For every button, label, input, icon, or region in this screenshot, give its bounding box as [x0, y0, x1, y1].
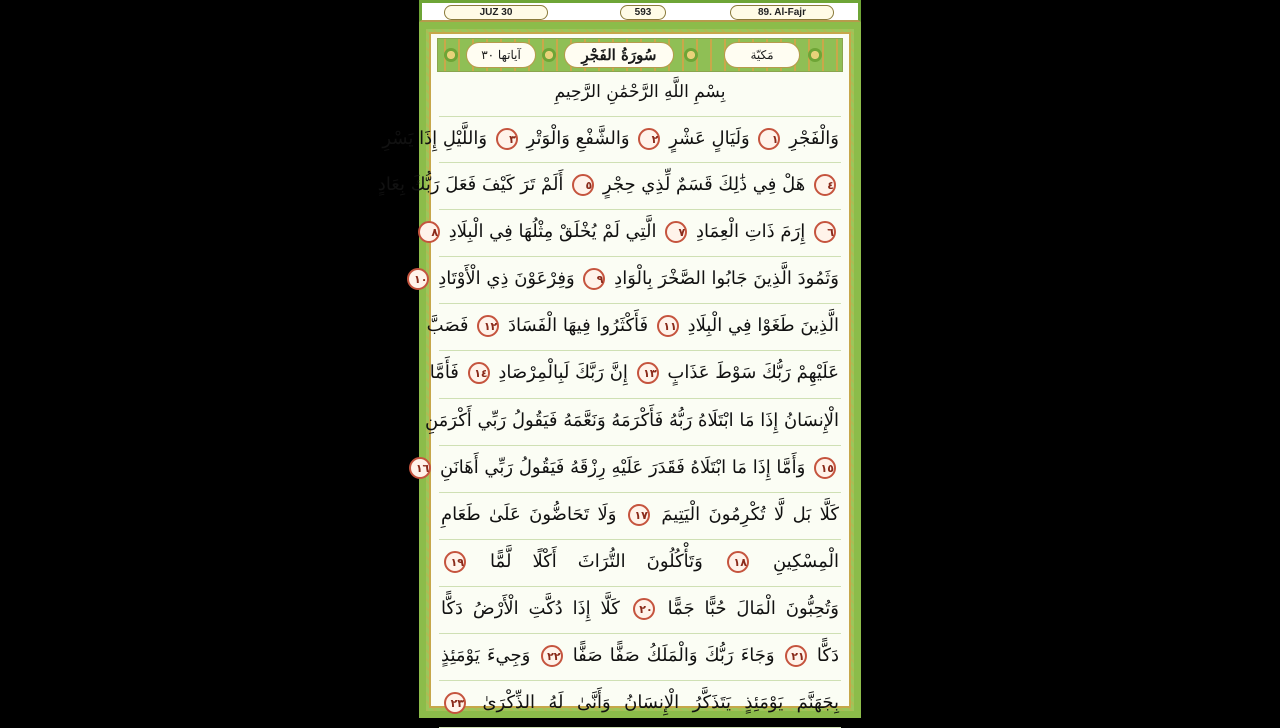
verse-text: دَكًّا — [816, 645, 839, 667]
verse-count-label: آياتها ٣٠ — [466, 42, 536, 68]
ayah-marker: ٦ — [814, 221, 836, 243]
verse-text: الْإِنسَانُ إِذَا مَا ابْتَلَاهُ رَبُّهُ فَأَكْرَمَهُ وَنَعَّمَهُ فَيَقُولُ رَبِّي أَكْرَمَنِ — [424, 409, 839, 431]
ayah-marker: ١١ — [657, 315, 679, 337]
verse-text: إِنَّ رَبَّكَ لَبِالْمِرْصَادِ — [498, 362, 628, 384]
verse-text: وَجَاءَ رَبُّكَ وَالْمَلَكُ صَفًّا صَفًّا — [572, 645, 775, 667]
ornament-icon — [808, 48, 822, 62]
verse-text: الَّتِي لَمْ يُخْلَقْ مِثْلُهَا فِي الْبِلَادِ — [448, 221, 657, 243]
verse-line — [414, 257, 841, 304]
verse-line — [439, 540, 841, 587]
verse-text: وَثَمُودَ الَّذِينَ جَابُوا الصَّخْرَ بِالْوَادِ — [614, 268, 839, 290]
ornament-icon — [444, 48, 458, 62]
verse-line — [439, 634, 841, 681]
ayah-marker: ٩ — [583, 268, 605, 290]
verse-text: عَلَيْهِمْ رَبُّكَ سَوْطَ عَذَابٍ — [667, 362, 839, 384]
ornament-icon — [542, 48, 556, 62]
verse-text: وَالشَّفْعِ وَالْوَتْرِ — [526, 128, 630, 149]
verse-line — [382, 116, 841, 163]
ayah-marker: ١٦ — [409, 457, 431, 479]
ayah-marker: ٢٢ — [541, 645, 563, 667]
page-frame — [377, 22, 861, 718]
ornament-icon — [684, 48, 698, 62]
verse-text: وَفِرْعَوْنَ ذِي الْأَوْتَادِ — [438, 268, 575, 290]
verse-text: إِرَمَ ذَاتِ الْعِمَادِ — [695, 221, 806, 243]
verse-line — [426, 304, 841, 351]
ayah-marker: ١٧ — [628, 504, 650, 526]
verse-text: كَلَّا إِذَا دُكَّتِ الْأَرْضُ دَكًّا — [441, 597, 620, 619]
basmala: بِسْمِ اللَّهِ الرَّحْمَٰنِ الرَّحِيمِ — [554, 82, 726, 102]
ayah-marker: ١ — [758, 128, 780, 150]
verse-text: وَتَأْكُلُونَ التُّرَاثَ أَكْلًا لَّمًّا — [490, 550, 703, 572]
ayah-marker: ٣ — [496, 128, 518, 150]
verse-text: بِجَهَنَّمَ يَوْمَئِذٍ يَتَذَكَّرُ الْإِنسَانُ وَأَنَّىٰ لَهُ الذِّكْرَىٰ — [482, 692, 839, 714]
ayah-marker: ١٣ — [637, 362, 659, 384]
ayah-marker: ١٩ — [444, 551, 466, 573]
surah-title-band — [437, 38, 843, 72]
ayah-marker: ١٥ — [814, 457, 836, 479]
ayah-marker: ١٠ — [407, 268, 429, 290]
verse-text: وَاللَّيْلِ إِذَا يَسْرِ — [382, 128, 488, 149]
ayah-marker: ٢٣ — [444, 692, 466, 714]
verse-text: وَلَيَالٍ عَشْرٍ — [669, 128, 750, 149]
verse-text: فَصَبَّ — [426, 315, 469, 337]
ayah-marker: ٥ — [572, 174, 594, 196]
verse-line — [429, 351, 841, 398]
surah-title-arabic: سُورَةُ الفَجْرِ — [564, 42, 674, 68]
ayah-marker: ٢١ — [785, 645, 807, 667]
verse-text: الَّذِينَ طَغَوْا فِي الْبِلَادِ — [687, 315, 839, 337]
verse-line — [439, 587, 841, 634]
verse-text: فَأَكْثَرُوا فِيهَا الْفَسَادَ — [508, 315, 649, 337]
revelation-place-label: مَكيّة — [724, 42, 800, 68]
surah-name-english: 89. Al-Fajr — [730, 5, 834, 20]
verse-lines — [377, 116, 841, 728]
verse-line — [439, 681, 841, 728]
page-body — [377, 32, 851, 714]
verse-text: وَأَمَّا إِذَا مَا ابْتَلَاهُ فَقَدَرَ عَلَيْهِ رِزْقَهُ فَيَقُولُ رَبِّي أَهَانَنِ — [440, 456, 806, 478]
verse-line — [377, 163, 841, 210]
verse-line — [415, 446, 841, 493]
verse-text: كَلَّا بَل لَّا تُكْرِمُونَ الْيَتِيمَ — [661, 503, 839, 525]
juz-label: JUZ 30 — [444, 5, 548, 20]
verse-line — [424, 399, 841, 446]
verse-text: وَلَا تَحَاضُّونَ عَلَىٰ طَعَامِ — [441, 503, 617, 525]
ayah-marker: ٤ — [814, 174, 836, 196]
ayah-marker: ٧ — [665, 221, 687, 243]
page-header-bar — [419, 0, 861, 22]
verse-text: الْمِسْكِينِ — [772, 550, 839, 572]
ayah-marker: ٨ — [418, 221, 440, 243]
ayah-marker: ١٢ — [477, 315, 499, 337]
quran-page — [377, 0, 861, 718]
page-number: 593 — [620, 5, 666, 20]
verse-line — [431, 210, 841, 257]
ayah-marker: ٢ — [638, 128, 660, 150]
ayah-marker: ١٤ — [468, 362, 490, 384]
ayah-marker: ٢٠ — [633, 598, 655, 620]
verse-text: فَأَمَّا — [429, 362, 459, 384]
verse-line — [439, 493, 841, 540]
verse-text: وَتُحِبُّونَ الْمَالَ حُبًّا جَمًّا — [667, 597, 839, 619]
ayah-marker: ١٨ — [727, 551, 749, 573]
verse-text: وَالْفَجْرِ — [789, 128, 839, 149]
verse-text: هَلْ فِي ذَٰلِكَ قَسَمٌ لِّذِي حِجْرٍ — [602, 174, 806, 196]
verse-text: أَلَمْ تَرَ كَيْفَ فَعَلَ رَبُّكَ بِعَادٍ — [377, 174, 564, 196]
verse-text: وَجِيءَ يَوْمَئِذٍ — [441, 645, 531, 667]
